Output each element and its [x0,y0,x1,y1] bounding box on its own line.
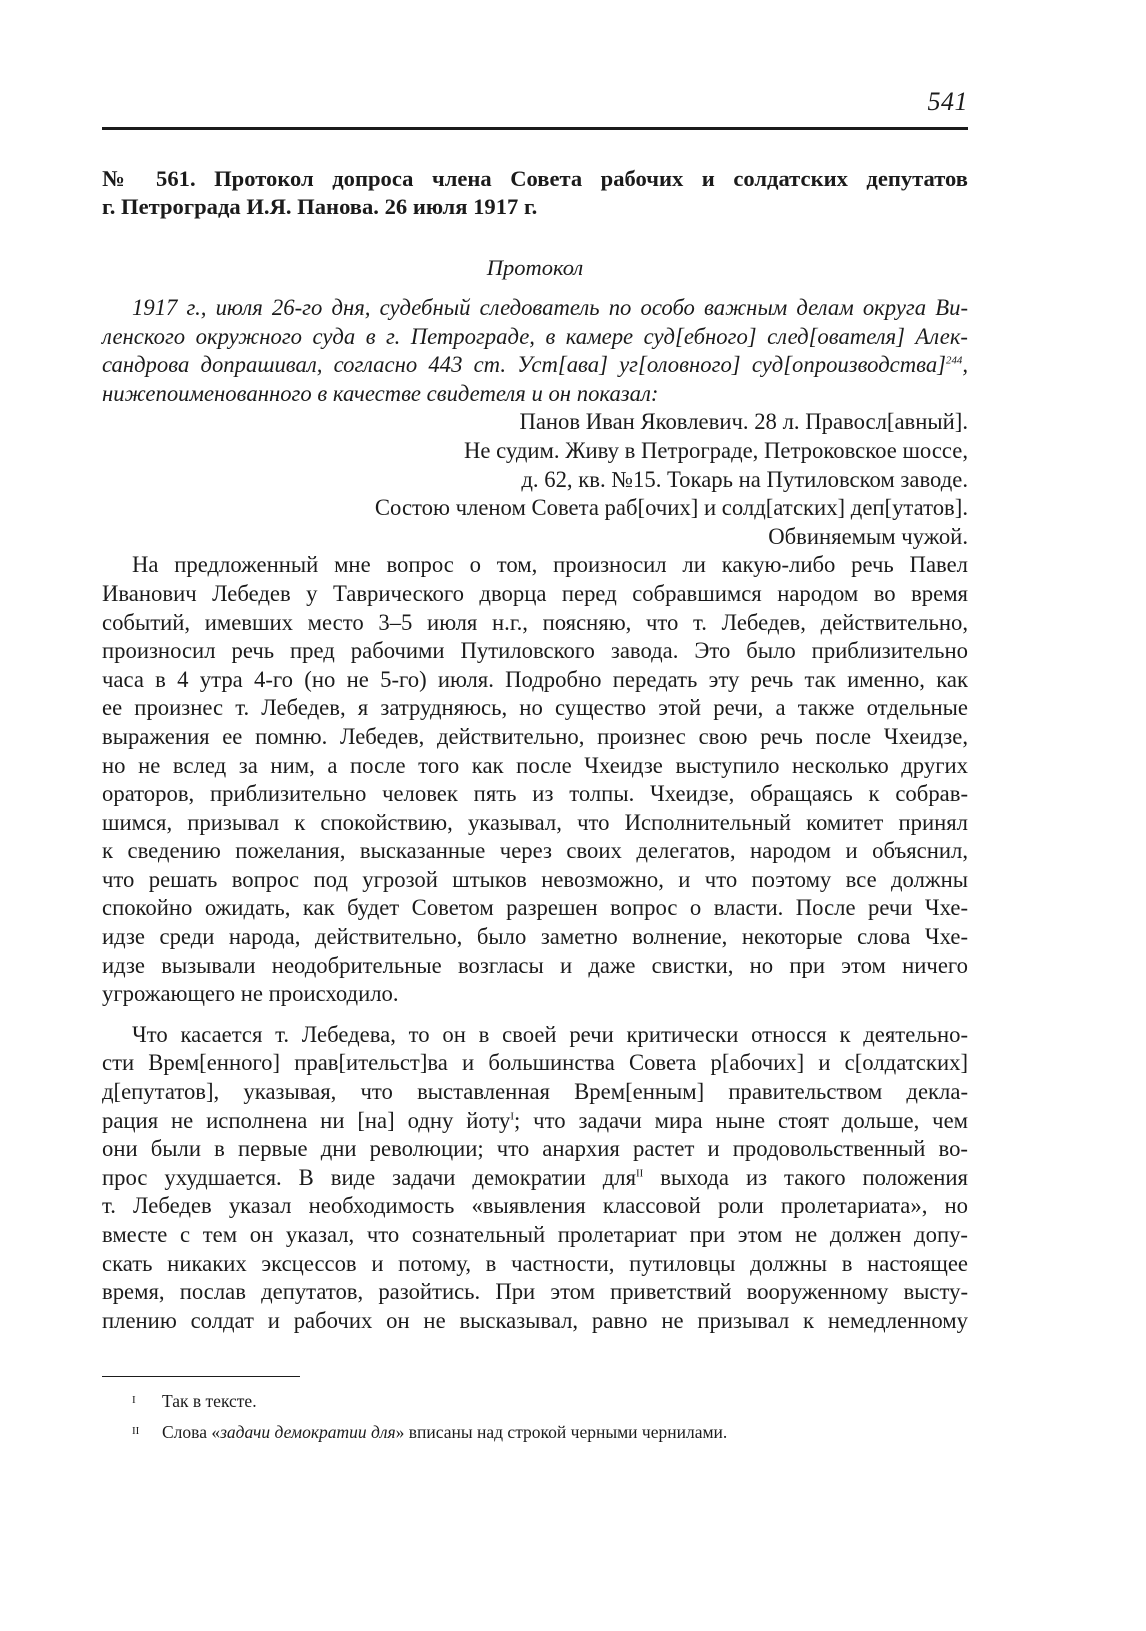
text-line: вместе с тем он указал, что сознательный пролетариат при этом не должен допу- [102,1222,968,1247]
text-line: что решать вопрос под угрозой штыков невозможно, и что поэтому все должны [102,866,968,892]
footnote-mark: I [132,1394,136,1406]
footnote-mark: II [132,1425,140,1437]
text-line: идзе среди народа, действительно, было заметно волнение, некоторые слова Чхе- [102,924,968,950]
text-line: угрожающего не происходило. [102,981,399,1007]
document-body [102,294,968,1335]
footnote-text-italic: задачи демократии для [220,1422,396,1442]
footnote-text: Слова « [162,1422,221,1442]
text-line: но не вслед за ним, а после того как после Чхеидзе выступило несколько других [102,752,968,778]
text-segment: сандрова допрашивал, согласно 443 ст. Уст[ава] уг[оловного] суд[опроизводства] [102,352,947,378]
text-line: нижепоименованного в качестве свидетеля и он показал: [102,380,659,406]
footnote-text: Так в тексте. [162,1391,257,1411]
text-segment: рация не исполнена ни [на] одну йоту [102,1107,511,1133]
text-line [102,1107,968,1136]
text-line: Не судим. Живу в Петрограде, Петроковское шоссе, [464,437,968,463]
text-line: Иванович Лебедев у Таврического дворца перед собравшимся народом во время [102,580,968,606]
text-line: т. Лебедев указал необходимость «выявления классовой роли пролетариата», но [102,1193,968,1219]
text-line: скать никаких эксцессов и потому, в частности, путиловцы должны в настоящее [102,1250,968,1276]
title-line: № 561. Протокол допроса члена Совета рабочих и солдатских депутатов [102,166,968,191]
text-line: сти Врем[енного] прав[ительст]ва и большинства Совета р[абочих] и с[олдатских] [102,1050,968,1076]
text-line: д[епутатов], указывая, что выставленная Врем[енным] правительством декла- [102,1079,968,1105]
text-line: ораторов, приблизительно человек пять из толпы. Чхеидзе, обращаясь к собрав- [102,781,968,807]
text-line: На предложенный мне вопрос о том, произносил ли какую-либо речь Павел [132,552,968,578]
footnote [132,1416,968,1447]
footnote [132,1385,968,1416]
text-line: Обвиняемым чужой. [768,523,968,549]
footnote-reference: I [510,1110,514,1123]
text-line [102,1164,968,1193]
testimony-paragraph-1 [102,551,968,1009]
text-segment: прос ухудшается. В виде задачи демократии для [102,1164,637,1190]
witness-details [102,408,968,551]
testimony-paragraph-2 [102,1021,968,1336]
text-line: шимся, призывал к спокойствию, указывал, что Исполнительный комитет принял [102,809,968,835]
document-title [102,165,968,221]
section-heading: Протокол [486,255,584,280]
title-line: г. Петрограда И.Я. Панова. 26 июля 1917 г. [102,194,538,219]
footnote-reference: II [636,1167,644,1180]
text-line: идзе вызывали неодобрительные возгласы и даже свистки, но при этом ничего [102,952,968,978]
text-line: произносил речь пред рабочими Путиловского завода. Это было приблизительно [102,638,968,664]
footnote-text: » вписаны над строкой черными чернилами. [395,1422,728,1442]
text-line: они были в первые дни революции; что анархия растет и продовольственный во- [102,1136,968,1162]
text-line: ее произнес т. Лебедев, я затрудняюсь, но существо этой речи, а также отдельные [102,695,968,721]
header-rule [102,127,968,130]
text-line: время, послав депутатов, разойтись. При этом приветствий вооруженному высту- [102,1279,968,1305]
footnote-separator [102,1376,300,1377]
text-line: спокойно ожидать, как будет Советом разрешен вопрос о власти. После речи Чхе- [102,895,968,921]
text-line: выражения ее помню. Лебедев, действительно, произнес свою речь после Чхеидзе, [102,723,968,749]
text-line: ленского окружного суда в г. Петрограде, в камере суд[ебного] след[ователя] Алек- [102,323,968,349]
text-segment: ; что задачи мира ныне стоят дольше, чем [513,1107,968,1133]
footnotes [132,1385,968,1447]
text-segment: , [962,352,968,378]
text-segment: выхода из такого положения [643,1164,968,1190]
endnote-reference: 244 [946,354,963,367]
text-line: Состою членом Совета раб[очих] и солд[атских] деп[утатов]. [374,495,968,521]
page-number: 541 [927,87,968,116]
text-line: д. 62, кв. №15. Токарь на Путиловском заводе. [521,466,968,492]
text-line: Панов Иван Яковлевич. 28 л. Правосл[авный]. [519,409,968,435]
text-line: плению солдат и рабочих он не высказывал, равно не призывал к немедленному [102,1307,968,1333]
text-line: событий, имевших место 3–5 июля н.г., поясняю, что т. Лебедев, действительно, [102,609,968,635]
text-line: Что касается т. Лебедева, то он в своей речи критически относся к деятельно- [132,1021,968,1047]
text-line [102,351,968,380]
text-line: часа в 4 утра 4-го (но не 5-го) июля. Подробно передать эту речь так именно, как [102,666,968,692]
text-line: к сведению пожелания, высказанные через своих делегатов, народом и объяснил, [102,838,968,864]
intro-paragraph [102,294,968,408]
text-line: 1917 г., июля 26-го дня, судебный следователь по особо важным делам округа Ви- [132,295,968,320]
